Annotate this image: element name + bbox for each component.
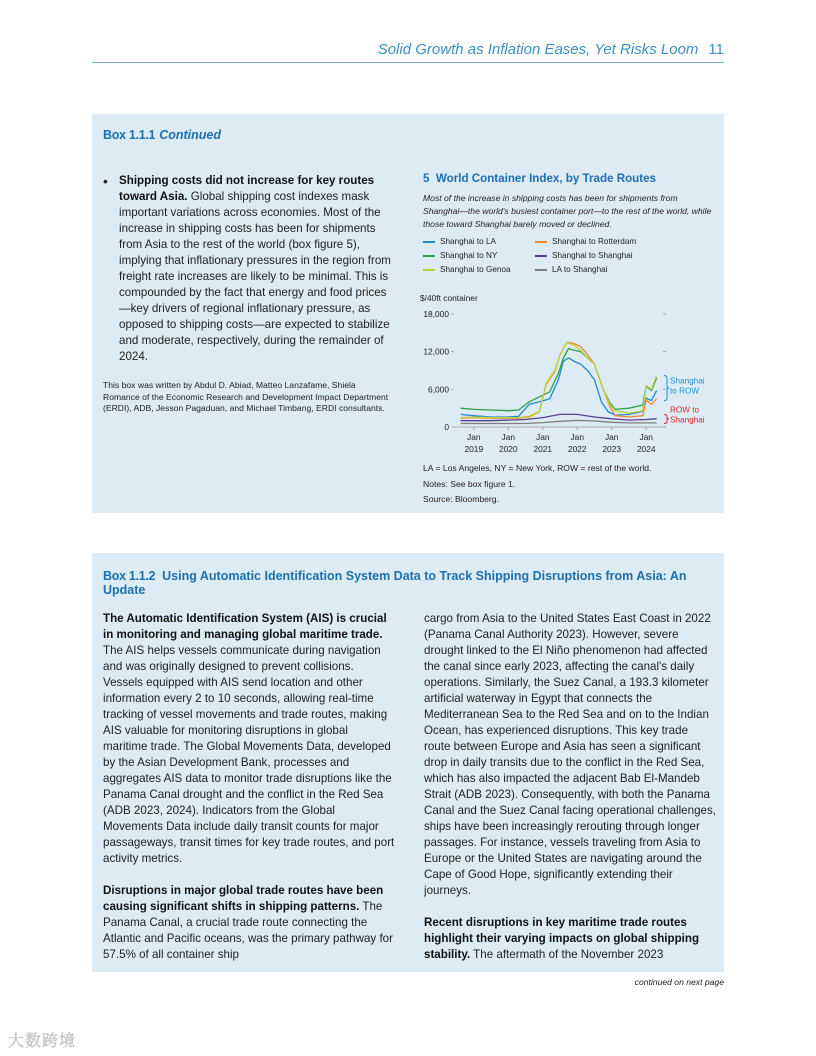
figure-title-text: World Container Index, by Trade Routes (435, 172, 657, 185)
annotation-brace (664, 376, 669, 401)
box-number: Box 1.1.2 (103, 569, 156, 583)
legend-label: Shanghai to Genoa (440, 265, 511, 274)
annotation-label: Shanghai (670, 376, 705, 386)
legend-swatch (535, 241, 547, 243)
box-1-1-2-label (103, 569, 724, 597)
legend-item (535, 235, 695, 248)
paragraph-body: The AIS helps vessels communicate during navigation and was originally designed to prevent collisions. Vessels equipped with AIS send location and other information every 2 to 10 seconds, allowing real-time tracking of vessel movements and trade routes, making AIS valuable for monitoring disruptions in global maritime trade. The Global Movements Data, developed by the Asian Development Bank, processes and aggregates AIS data to monitor trade disruptions like the Panama Canal drought and the conflict in the Red Sea (ADB 2023, 2024). Indicators from the Global Movements Data include daily transit counts for major passageways, transit times for key trade routes, and port activity metrics. (103, 644, 395, 865)
annotation-brace (664, 414, 669, 423)
figure-number: 5 (423, 172, 430, 185)
paragraph-body: cargo from Asia to the United States East Coast in 2022 (Panama Canal Authority 2023). However, severe drought linked to the El Niño phenomenon had affected the canal since early 2023, affecting the canal's daily operations. Similarly, the Suez Canal, a 193.3 kilometer artificial waterway in Egypt that connects the Mediterranean Sea to the Red Sea and on to the Indian Ocean, has experienced disruptions. This key trade route between Europe and Asia has seen a significant drop in daily transits due to the conflict in the Red Sea, which has also impacted the adjacent Bab El-Mandeb Strait (ADB 2023). Consequently, with both the Panama Canal and the Suez Canal facing operational challenges, ships have been increasingly rerouting through longer passages. For instance, vessels traveling from Asia to Europe or the United States are navigating around the Cape of Good Hope, significantly extending their journeys. (424, 612, 716, 897)
legend-swatch (535, 255, 547, 257)
x-tick-label: Jan (604, 432, 619, 442)
y-tick-label: 12,000 (423, 346, 449, 357)
legend-swatch (423, 241, 435, 243)
bullet-icon: • (103, 173, 108, 189)
chart-legend (423, 235, 713, 276)
x-tick-label: Jan (536, 432, 550, 442)
box-title: Using Automatic Identification System Data to Track Shipping Disruptions from Asia: An Update (103, 569, 687, 597)
figure-5 (423, 172, 713, 276)
annotation-label: ROW to (670, 405, 700, 415)
paragraph-body: The aftermath of the November 2023 (470, 948, 664, 961)
legend-label: Shanghai to Rotterdam (552, 237, 637, 246)
y-tick-label: 18,000 (423, 309, 449, 319)
running-title: Solid Growth as Inflation Eases, Yet Risks Loom (377, 41, 699, 58)
paragraph-body: The Panama Canal, a crucial trade route connecting the Atlantic and Pacific oceans, was the primary pathway for 57.5% of all container ship (103, 900, 393, 961)
paragraph-suez (424, 611, 716, 899)
bullet-body: Global shipping cost indexes mask important variations across economies. Most of the increase in shipping costs has been for shipments from Asia to the rest of the world (box figure 5), implying that inflationary pressures in the region from freight rate increases are likely to be minimal. This is compounded by the fact that energy and food prices—key drivers of regional inflationary pressure, as opposed to shipping costs—are expected to stabilize and moderate, respectively, during the remainder of 2024. (119, 190, 391, 363)
paragraph-lead: Disruptions in major global trade routes have been causing significant shifts in shipping patterns. (103, 884, 384, 913)
paragraph-ais (103, 611, 395, 867)
x-tick-label: Jan (501, 432, 516, 442)
legend-item (423, 235, 535, 248)
legend-swatch (423, 269, 435, 271)
box-credit: This box was written by Abdul D. Abiad, Matteo Lanzafame, Shiela Romance of the Economic Research and Development Impact Department (ERDI), ADB, Jesson Pagaduan, and Michael Timbang, ERDI consultants. (103, 380, 389, 414)
box-number: Box 1.1.1 (103, 128, 156, 142)
figure-note-abbrev: LA = Los Angeles, NY = New York, ROW = rest of the world. (423, 463, 652, 473)
legend-label: LA to Shanghai (552, 265, 608, 274)
figure-note-notes: Notes: See box figure 1. (423, 478, 516, 489)
legend-label: Shanghai to LA (440, 237, 496, 246)
figure-note-source: Source: Bloomberg. (423, 494, 499, 504)
header-rule (92, 62, 724, 63)
box-1-1-2-left-column (103, 611, 395, 979)
bullet-lead: Shipping costs did not increase for key routes toward Asia. (119, 174, 375, 203)
legend-item (535, 249, 695, 262)
legend-item (423, 263, 535, 276)
x-tick-label: 2024 (636, 444, 656, 454)
x-tick-label: Jan (639, 432, 653, 442)
figure-notes (423, 461, 651, 508)
running-header (378, 41, 724, 58)
legend-label: Shanghai to Shanghai (552, 251, 633, 260)
box-1-1-1 (92, 114, 724, 513)
paragraph-lead: The Automatic Identification System (AIS) is crucial in monitoring and managing global maritime trade. (103, 612, 387, 641)
box-1-1-1-label (103, 128, 221, 142)
y-axis-label: $/40ft container (420, 293, 478, 303)
x-tick-label: Jan (570, 432, 584, 442)
box-continued-label: Continued (159, 128, 221, 142)
legend-label: Shanghai to NY (440, 251, 498, 260)
figure-subtitle: Most of the increase in shipping costs has been for shipments from Shanghai—the world's busiest container port—to the rest of the world, while those toward Shanghai barely moved or declined. (423, 193, 712, 229)
legend-item (423, 249, 535, 262)
x-tick-label: Jan (467, 432, 481, 442)
annotation-label: Shanghai (670, 415, 705, 425)
annotation-label: to ROW (670, 386, 700, 396)
continued-note: continued on next page (634, 977, 724, 987)
paragraph-recent (424, 915, 716, 963)
legend-swatch (423, 255, 435, 257)
world-container-index-chart (420, 288, 716, 456)
box-1-1-2-right-column (424, 611, 716, 979)
legend-swatch (535, 269, 547, 271)
page-number: 11 (708, 41, 724, 58)
x-tick-label: 2021 (533, 444, 553, 454)
y-tick-label: 0 (444, 422, 449, 432)
shipping-costs-bullet (103, 173, 391, 365)
x-tick-label: 2019 (464, 444, 484, 454)
paragraph-disruptions (103, 883, 395, 963)
legend-item (535, 263, 695, 276)
box-1-1-2 (92, 553, 724, 972)
watermark-logo: 大数跨境 (8, 1033, 77, 1050)
paragraph-lead: Recent disruptions in key maritime trade routes highlight their varying impacts on global shipping stability. (424, 916, 700, 961)
x-tick-label: 2023 (602, 444, 622, 454)
x-tick-label: 2022 (567, 444, 587, 454)
y-tick-label: 6,000 (428, 384, 449, 395)
figure-title (423, 172, 713, 185)
x-tick-label: 2020 (498, 444, 518, 454)
